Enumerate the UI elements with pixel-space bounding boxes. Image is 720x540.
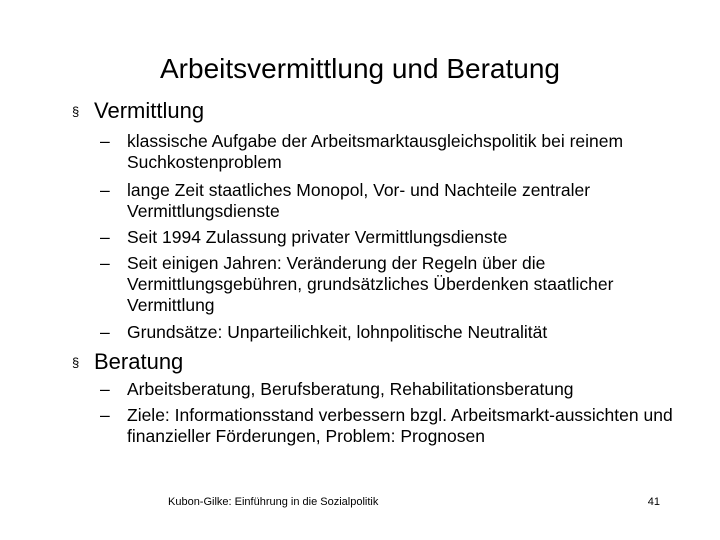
list-item-text: Grundsätze: Unparteilichkeit, lohnpolitische Neutralität — [127, 322, 548, 342]
slide-title: Arbeitsvermittlung und Beratung — [160, 53, 560, 84]
section-heading-label: Vermittlung — [94, 98, 205, 123]
dash-icon: – — [100, 405, 110, 425]
dash-icon: – — [100, 253, 110, 273]
list-item-text: lange Zeit staatliches Monopol, Vor- und Nachteile zentraler Vermittlungsdienste — [127, 180, 591, 221]
list-item — [100, 180, 680, 222]
list-item-text: Seit einigen Jahren: Veränderung der Regeln über die Vermittlungsgebühren, grundsätzliches Überdenken staatlicher Vermittlung — [127, 253, 614, 315]
section-heading-beratung — [72, 349, 183, 378]
list-item — [100, 227, 680, 248]
list-item-text: klassische Aufgabe der Arbeitsmarktausgleichspolitik bei reinem Suchkostenproblem — [127, 131, 624, 172]
dash-icon: – — [100, 379, 110, 399]
list-item — [100, 379, 680, 400]
section-heading-vermittlung — [72, 98, 204, 127]
dash-icon: – — [100, 180, 110, 200]
dash-icon: – — [100, 227, 110, 247]
section-heading-label: Beratung — [94, 349, 184, 374]
list-item-text: Arbeitsberatung, Berufsberatung, Rehabilitationsberatung — [127, 379, 574, 399]
footer-source: Kubon-Gilke: Einführung in die Sozialpolitik — [168, 496, 379, 508]
dash-icon: – — [100, 131, 110, 151]
list-item-text: Ziele: Informationsstand verbessern bzgl. Arbeitsmarkt-aussichten und finanzieller Förderungen, Problem: Prognosen — [127, 405, 673, 446]
list-item — [100, 405, 680, 447]
list-item — [100, 322, 680, 343]
list-item — [100, 253, 680, 316]
page-number: 41 — [647, 496, 660, 508]
section-bullet-icon: § — [72, 104, 80, 119]
list-item-text: Seit 1994 Zulassung privater Vermittlungsdienste — [127, 227, 508, 247]
list-item — [100, 131, 680, 173]
dash-icon: – — [100, 322, 110, 342]
section-bullet-icon: § — [72, 355, 80, 370]
